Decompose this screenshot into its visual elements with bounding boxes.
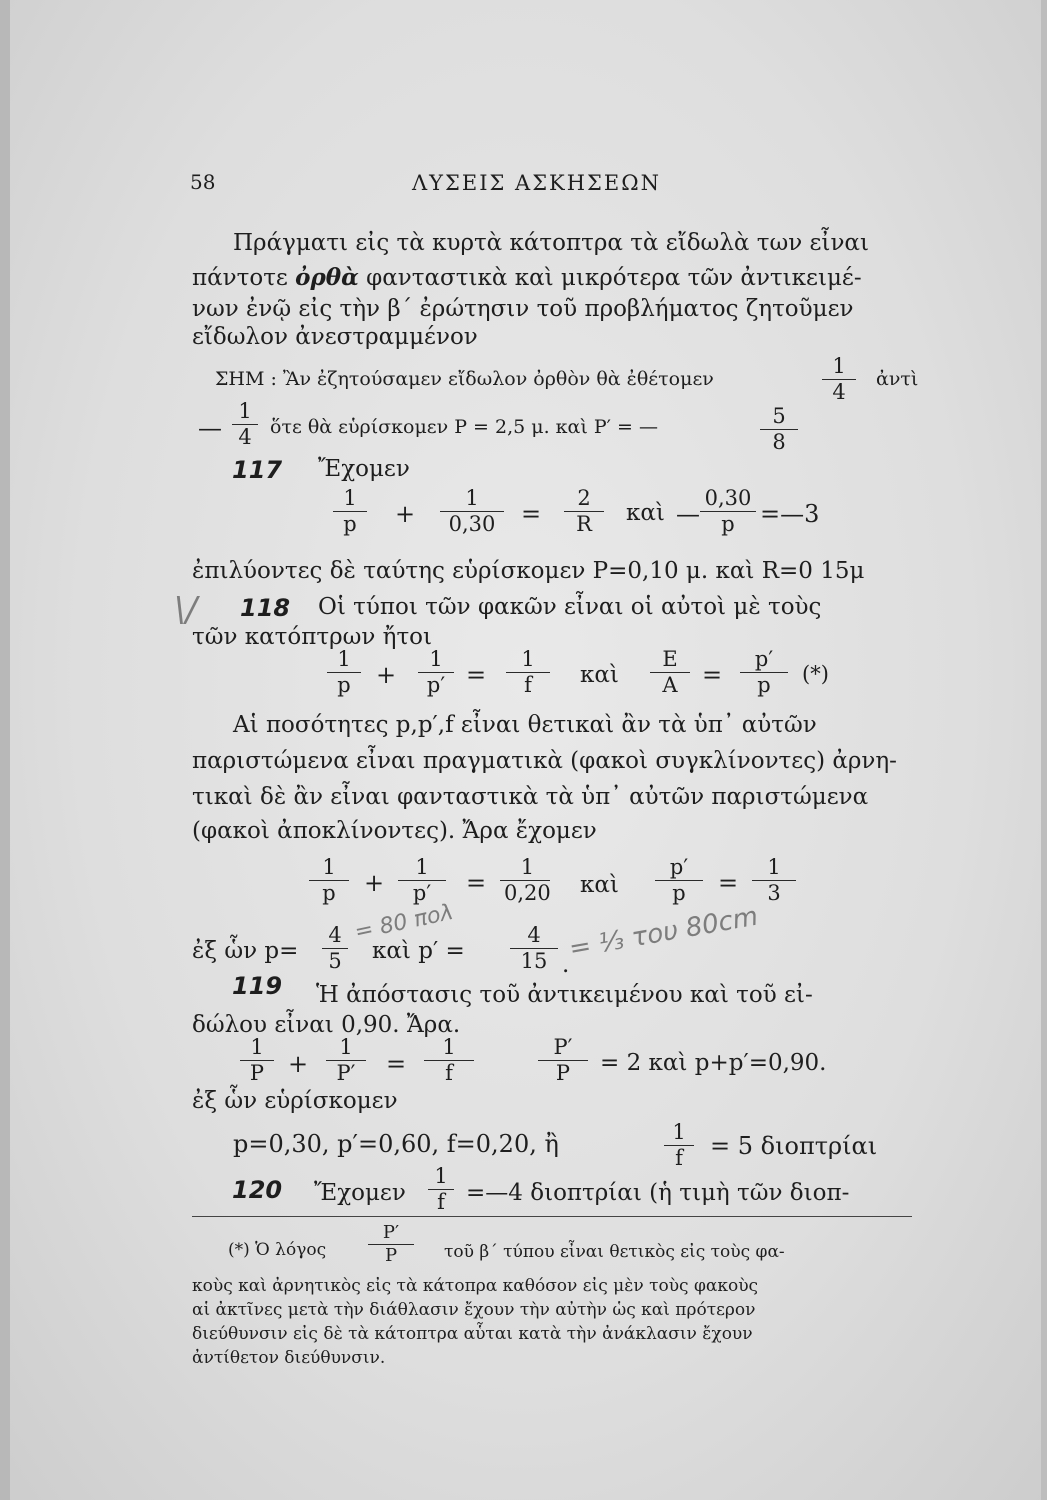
footnote-rule: [192, 1216, 912, 1217]
para1-line4: εἴδωλον ἀνεστραμμένον: [192, 324, 478, 350]
fraction-1-Pprime: 1 P′: [326, 1037, 366, 1084]
footnote-line3: αἱ ἀκτῖνες μετὰ τὴν διάθλασιν ἔχουν τὴν αὐτὴν ὡς καὶ πρότερον: [192, 1300, 756, 1320]
page-edge-right: [1041, 0, 1047, 1500]
exercise-number-118: 118: [240, 594, 291, 622]
ex119-line2: δώλου εἶναι 0,90. Ἄρα.: [192, 1012, 461, 1038]
equals-sign: =: [521, 500, 542, 528]
dash-sign: —: [676, 500, 700, 528]
handwritten-note-third: = ⅓ του 80cm: [566, 901, 761, 965]
emphasis-orthia: ὀρθὰ: [295, 264, 359, 291]
note-anti: ἀντὶ: [876, 368, 919, 390]
fraction-Pprime-P: P′ P: [538, 1037, 588, 1084]
equals-sign-119: =: [386, 1050, 407, 1078]
handwritten-note-80: = 80 πολ: [352, 899, 456, 946]
ex118-para-line1: Αἱ ποσότητες p,p′,f εἶναι θετικαὶ ἂν τὰ ὑπ᾽ αὐτῶν: [233, 712, 817, 738]
fraction-pprime-p-b: p′ p: [655, 857, 703, 904]
ex117-intro: Ἔχομεν: [318, 456, 410, 482]
fraction-note-1-4: 1 4: [822, 356, 856, 403]
fraction-note-5-8: 5 8: [760, 406, 798, 453]
fraction-4-15: 4 15: [510, 925, 558, 972]
fraction-1-pprime-b: 1 p′: [398, 857, 446, 904]
equals-sign-118: =: [466, 661, 487, 689]
fraction-1-030: 1 0,30: [440, 488, 504, 535]
ex119-relations: = 2 καὶ p+p′=0,90.: [600, 1050, 827, 1076]
fraction-4-5: 4 5: [322, 925, 348, 972]
minus-sign: —: [198, 414, 222, 442]
kai-word-b: καὶ: [580, 872, 619, 898]
running-title: ΛΥΣΕΙΣ ΑΣΚΗΣΕΩΝ: [412, 171, 662, 195]
ex118-para-line3: τικαὶ δὲ ἂν εἶναι φανταστικὰ τὰ ὑπ᾽ αὐτῶν παριστώμενα: [192, 784, 869, 810]
fraction-footnote-Pprime-P: P′ P: [368, 1224, 414, 1265]
ex119-find: ἐξ ὧν εὑρίσκομεν: [192, 1088, 398, 1114]
ex119-dioptres: = 5 διοπτρίαι: [710, 1132, 878, 1160]
kai-word-118: καὶ: [580, 662, 619, 688]
fraction-1-p: 1 p: [333, 488, 367, 535]
footnote-line1-end: τοῦ β΄ τύπου εἶναι θετικὸς εἰς τοὺς φα-: [444, 1242, 785, 1262]
ex118-para-line4: (φακοὶ ἀποκλίνοντες). Ἄρα ἔχομεν: [192, 818, 597, 844]
fraction-1-pprime: 1 p′: [418, 649, 454, 696]
ex119-line1: Ἡ ἀπόστασις τοῦ ἀντικειμένου καὶ τοῦ εἰ-: [316, 982, 813, 1008]
exercise-number-117: 117: [232, 456, 283, 484]
equals-sign-118b: =: [702, 661, 723, 689]
page-edge-left: [0, 0, 10, 1500]
plus-sign: +: [395, 500, 416, 528]
plus-sign-119: +: [288, 1050, 309, 1078]
fraction-1-3: 1 3: [752, 857, 796, 904]
ex118-line1: Οἱ τύποι τῶν φακῶν εἶναι οἱ αὐτοὶ μὲ τοὺς: [318, 594, 822, 620]
footnote-line4: διεύθυνσιν εἰς δὲ τὰ κάτοπτρα αὗται κατὰ τὴν ἀνάκλασιν ἔχουν: [192, 1324, 753, 1344]
exercise-number-120: 120: [232, 1176, 283, 1204]
ex118-result-mid: καὶ p′ =: [372, 938, 465, 964]
plus-sign-118: +: [376, 661, 397, 689]
footnote-line1-start: (*) Ὁ λόγος: [228, 1240, 327, 1260]
period: .: [562, 952, 570, 978]
footnote-marker: (*): [802, 662, 829, 686]
footnote-line5: ἀντίθετον διεύθυνσιν.: [192, 1348, 386, 1368]
ex117-solution: ἐπιλύοντες δὲ ταύτης εὑρίσκομεν P=0,10 μ. καὶ R=0 15μ: [192, 558, 865, 584]
exercise-number-119: 119: [232, 972, 283, 1000]
ex118-result-label: ἐξ ὧν p=: [192, 938, 299, 964]
fraction-030-p: 0,30 p: [700, 488, 756, 535]
handwritten-check-mark: \/: [174, 590, 197, 630]
ex118-line2: τῶν κατόπτρων ἤτοι: [192, 624, 433, 650]
fraction-1-f-120: 1 f: [428, 1166, 454, 1213]
fraction-1-p-b: 1 p: [309, 857, 349, 904]
fraction-1-f: 1 f: [506, 649, 550, 696]
fraction-1-020: 1 0,20: [500, 857, 555, 904]
para1-line2: πάντοτε ὀρθὰ φανταστικὰ καὶ μικρότερα τῶν ἀντικειμέ-: [192, 264, 862, 291]
note-shm-line2: ὅτε θὰ εὑρίσκομεν P = 2,5 μ. καὶ P′ = —: [270, 416, 658, 438]
note-shm-line1: ΣΗΜ : Ἂν ἐζητούσαμεν εἴδωλον ὀρθὸν θὰ ἐθέτομεν: [215, 368, 714, 390]
fraction-note-minus-1-4: 1 4: [232, 401, 258, 448]
fraction-pprime-p: p′ p: [740, 649, 788, 696]
ex119-values: p=0,30, p′=0,60, f=0,20, ἢ: [233, 1130, 559, 1158]
fraction-1-f-119: 1 f: [424, 1037, 474, 1084]
ex118-para-line2: παριστώμενα εἶναι πραγματικὰ (φακοὶ συγκλίνοντες) ἀρνη-: [192, 748, 897, 774]
fraction-2-r: 2 R: [564, 488, 604, 535]
ex120-rest: =—4 διοπτρίαι (ἡ τιμὴ τῶν διοπ-: [466, 1180, 850, 1206]
equals-sign-c: =: [718, 869, 739, 897]
para1-line3: νων ἐνῷ εἰς τὴν β΄ ἐρώτησιν τοῦ προβλήματος ζητοῦμεν: [192, 296, 854, 322]
fraction-1-P: 1 P: [240, 1037, 274, 1084]
equals-minus-3: =—3: [760, 500, 820, 528]
fraction-1-f-dioptre: 1 f: [664, 1122, 694, 1169]
ex120-intro: Ἔχομεν: [314, 1180, 406, 1206]
fraction-e-a: E A: [650, 649, 690, 696]
fraction-1-p-118: 1 p: [327, 649, 361, 696]
page-number: 58: [190, 170, 216, 194]
equals-sign-b: =: [466, 869, 487, 897]
plus-sign-b: +: [364, 869, 385, 897]
footnote-line2: κοὺς καὶ ἀρνητικὸς εἰς τὰ κάτοπρα καθόσον εἰς μὲν τοὺς φακοὺς: [192, 1276, 759, 1296]
para1-line1: Πράγματι εἰς τὰ κυρτὰ κάτοπτρα τὰ εἴδωλὰ των εἶναι: [233, 230, 869, 256]
kai-word: καὶ: [626, 500, 665, 526]
